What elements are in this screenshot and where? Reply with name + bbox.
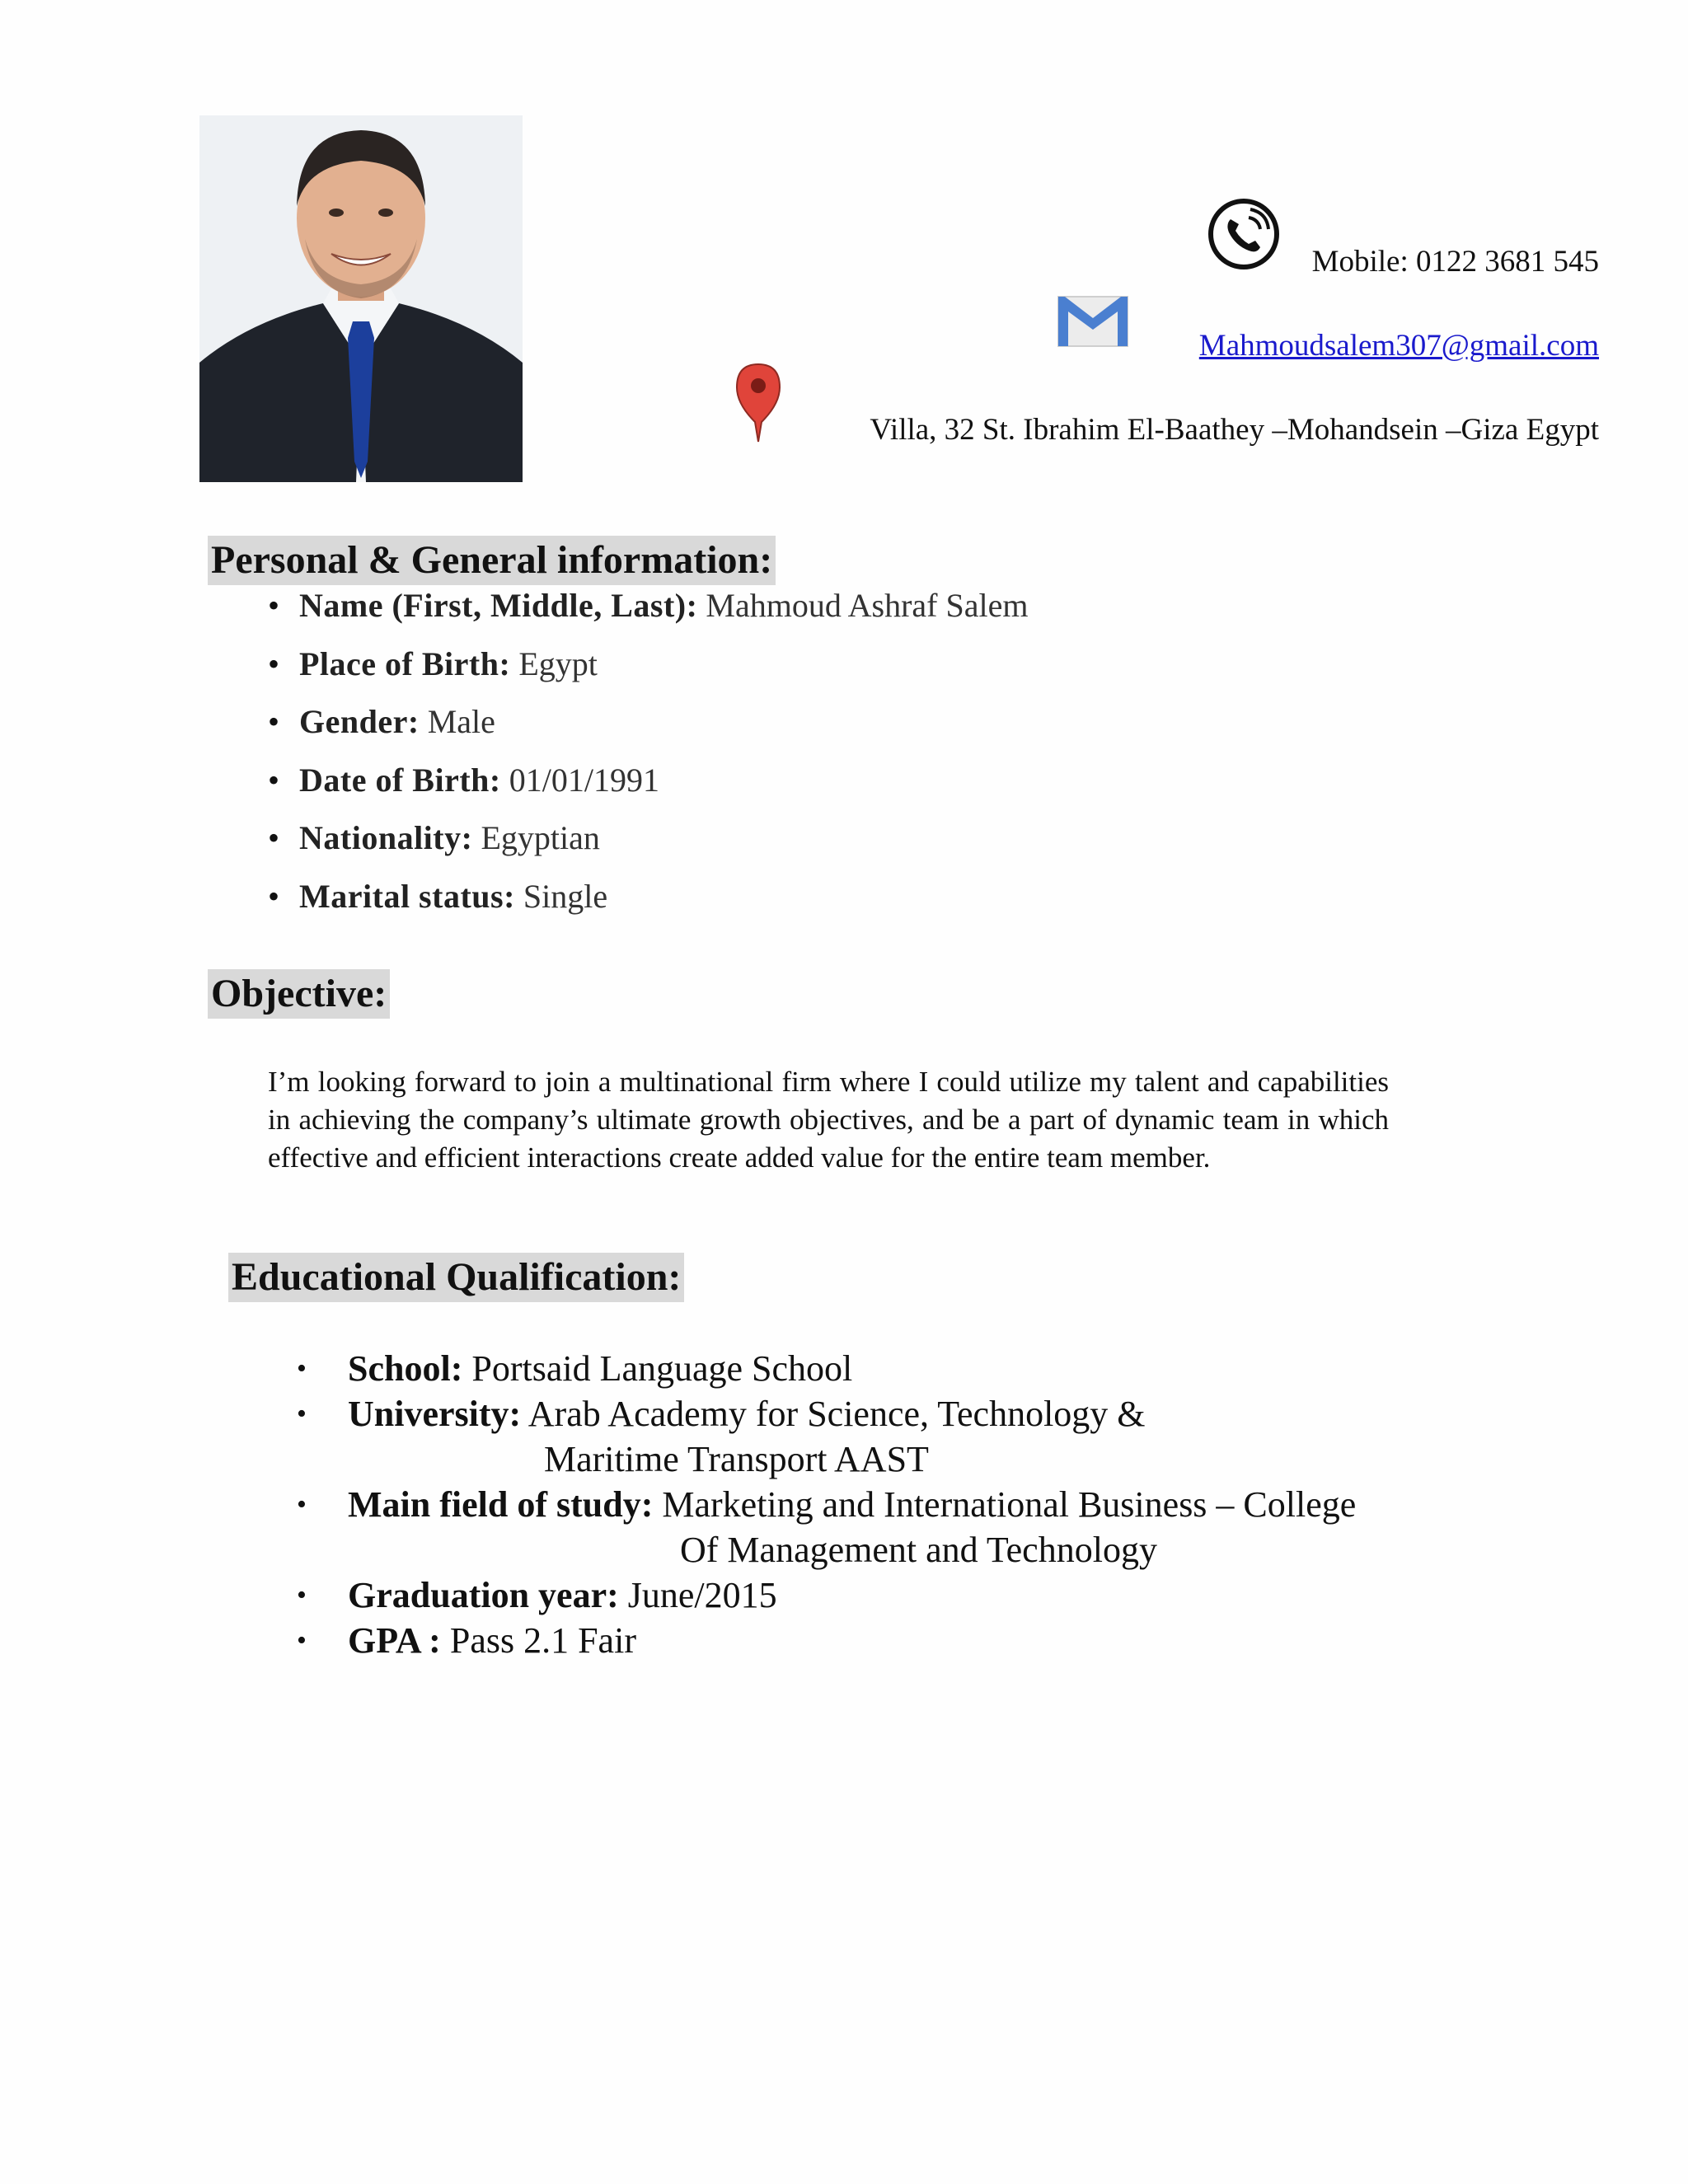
item-label: Name (First, Middle, Last): bbox=[299, 587, 698, 624]
contact-address: Villa, 32 St. Ibrahim El-Baathey –Mohandsein –Giza Egypt bbox=[870, 413, 1599, 447]
map-pin-icon bbox=[734, 363, 783, 445]
university-label: University: bbox=[348, 1394, 522, 1434]
gpa-value: Pass 2.1 Fair bbox=[449, 1620, 636, 1661]
list-item-field bbox=[297, 1482, 1356, 1572]
personal-info-heading: Personal & General information: bbox=[208, 536, 776, 585]
university-value-line1: Arab Academy for Science, Technology & bbox=[528, 1394, 1146, 1434]
list-item bbox=[268, 640, 1028, 698]
phone-icon bbox=[1206, 196, 1282, 272]
education-heading: Educational Qualification: bbox=[228, 1253, 684, 1302]
list-item-university bbox=[297, 1391, 1356, 1482]
personal-info-list bbox=[268, 581, 1028, 930]
list-item bbox=[268, 581, 1028, 640]
gmail-envelope-icon bbox=[1055, 292, 1131, 351]
item-value: Egypt bbox=[518, 644, 598, 682]
education-list bbox=[297, 1346, 1356, 1663]
field-label: Main field of study: bbox=[348, 1484, 654, 1525]
item-value: Single bbox=[523, 877, 608, 915]
item-label: Gender: bbox=[299, 703, 420, 740]
item-label: Date of Birth: bbox=[299, 761, 501, 799]
contact-email-link[interactable]: Mahmoudsalem307@gmail.com bbox=[1198, 329, 1599, 363]
item-label: Marital status: bbox=[299, 877, 515, 915]
list-item bbox=[268, 813, 1028, 872]
objective-paragraph: I’m looking forward to join a multinational firm where I could utilize my talent and capabilities in achieving the company’s ultimate growth objectives, and be a part of dynamic team in which effective and efficient interactions create added value for the entire team member. bbox=[268, 1066, 1389, 1174]
list-item-school bbox=[297, 1346, 1356, 1391]
list-item-graduation bbox=[297, 1572, 1356, 1618]
item-value: 01/01/1991 bbox=[509, 761, 659, 799]
graduation-label: Graduation year: bbox=[348, 1575, 619, 1615]
school-label: School: bbox=[348, 1348, 463, 1389]
school-value: Portsaid Language School bbox=[471, 1348, 853, 1389]
contact-mobile: Mobile: 0122 3681 545 bbox=[1311, 245, 1599, 279]
list-item bbox=[268, 697, 1028, 756]
list-item-gpa bbox=[297, 1618, 1356, 1663]
item-label: Place of Birth: bbox=[299, 644, 511, 682]
item-label: Nationality: bbox=[299, 819, 473, 856]
item-value: Male bbox=[427, 703, 495, 740]
objective-heading: Objective: bbox=[208, 969, 390, 1019]
list-item bbox=[268, 756, 1028, 814]
field-value-line2: Of Management and Technology bbox=[680, 1530, 1157, 1570]
list-item bbox=[268, 872, 1028, 930]
field-value-line1: Marketing and International Business – College bbox=[662, 1484, 1357, 1525]
item-value: Mahmoud Ashraf Salem bbox=[706, 587, 1029, 624]
profile-photo bbox=[199, 115, 523, 482]
gpa-label: GPA : bbox=[348, 1620, 441, 1661]
item-value: Egyptian bbox=[481, 819, 600, 856]
graduation-value: June/2015 bbox=[627, 1575, 777, 1615]
university-value-line2: Maritime Transport AAST bbox=[544, 1439, 929, 1479]
